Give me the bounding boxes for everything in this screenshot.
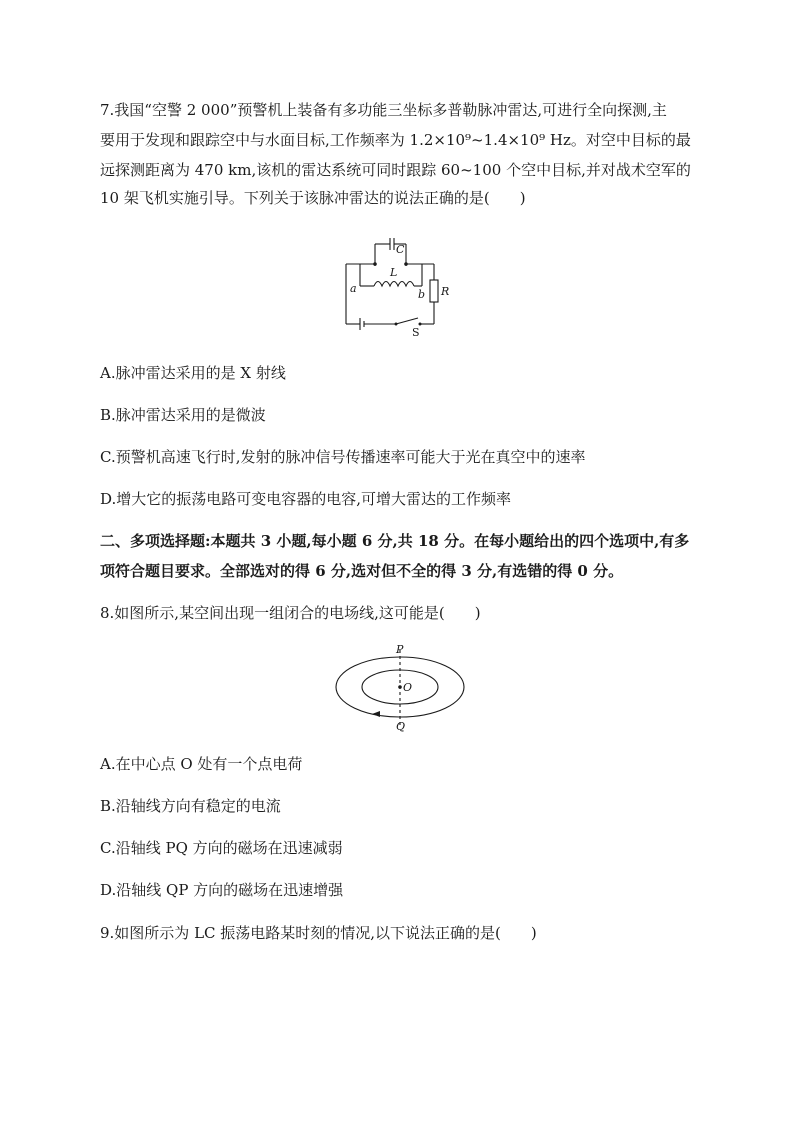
label-S: S [412,326,420,339]
q8-option-b: B.沿轴线方向有稳定的电流 [100,797,281,815]
label-P: P [396,643,404,656]
label-a: a [350,282,357,295]
q9-stem: 9.如图所示为 LC 振荡电路某时刻的情况,以下说法正确的是( ) [100,924,537,942]
label-R: R [441,285,450,298]
label-C: C [396,243,405,256]
q7-line-4: 10 架飞机实施引导。下列关于该脉冲雷达的说法正确的是( ) [100,189,526,207]
label-b: b [418,288,426,301]
label-L: L [390,266,398,279]
section2-line-1: 二、多项选择题:本题共 3 小题,每小题 6 分,共 18 分。在每小题给出的四个选项中,有多 [100,532,690,550]
q7-option-b: B.脉冲雷达采用的是微波 [100,406,266,424]
q7-option-d: D.增大它的振荡电路可变电容器的电容,可增大雷达的工作频率 [100,490,512,508]
closed-field-lines-figure [330,642,466,736]
lc-circuit-figure [330,228,460,340]
label-O: O [403,681,413,694]
q8-stem: 8.如图所示,某空间出现一组闭合的电场线,这可能是( ) [100,604,481,622]
q7-option-c: C.预警机高速飞行时,发射的脉冲信号传播速率可能大于光在真空中的速率 [100,448,586,466]
q8-option-c: C.沿轴线 PQ 方向的磁场在迅速减弱 [100,839,343,857]
q8-option-a: A.在中心点 O 处有一个点电荷 [100,755,303,773]
q7-line-3: 远探测距离为 470 km,该机的雷达系统可同时跟踪 60~100 个空中目标,并对战术空军的 [100,161,691,179]
section2-line-2: 项符合题目要求。全部选对的得 6 分,选对但不全的得 3 分,有选错的得 0 分。 [100,562,624,580]
label-Q: Q [396,720,406,733]
q8-option-d: D.沿轴线 QP 方向的磁场在迅速增强 [100,881,344,899]
q7-option-a: A.脉冲雷达采用的是 X 射线 [100,364,286,382]
q7-line-1: 7.我国“空警 2 000”预警机上装备有多功能三坐标多普勒脉冲雷达,可进行全向探测,主 [100,101,667,119]
q7-line-2: 要用于发现和跟踪空中与水面目标,工作频率为 1.2×10⁹~1.4×10⁹ Hz。对空中目标的最 [100,131,691,149]
